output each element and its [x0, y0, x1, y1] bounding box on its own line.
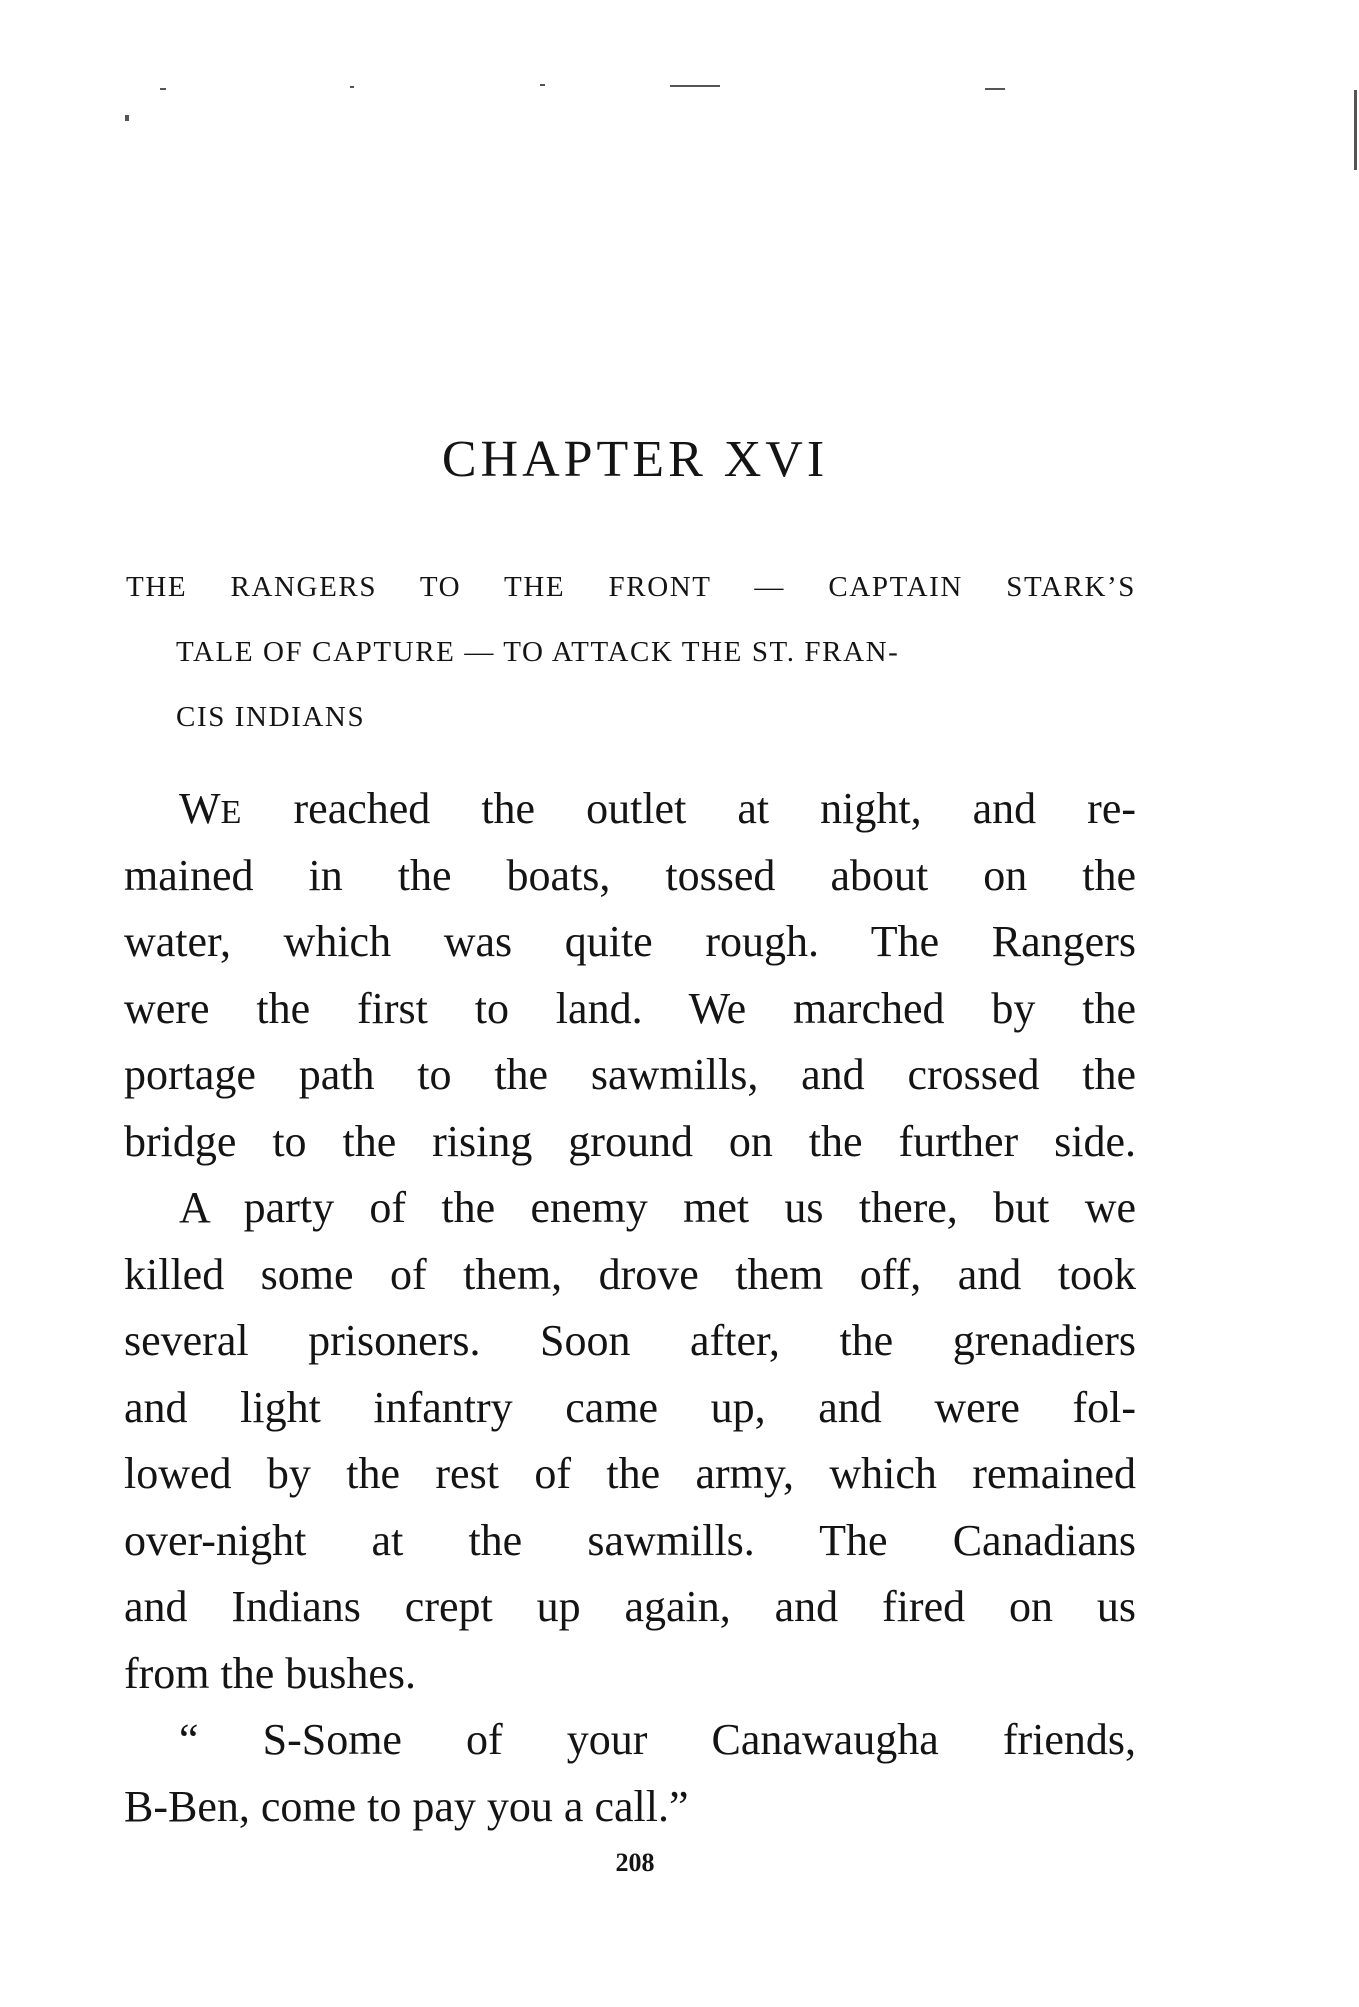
text-line: were the first to land. We marched by the: [124, 983, 1136, 1033]
text-line: several prisoners. Soon after, the grenadiers: [124, 1316, 1136, 1365]
text-line: and Indians crept up again, and fired on us: [124, 1582, 1136, 1631]
chapter-title: CHAPTER XVI: [441, 431, 829, 488]
text-line: killed some of them, drove them off, and took: [124, 1249, 1136, 1299]
text-line: “ S-Some of your Canawaugha friends,: [179, 1715, 1136, 1764]
text-line: mained in the boats, tossed about on the: [124, 850, 1136, 900]
chapter-body: [124, 776, 1136, 1840]
text-line: WE reached the outlet at night, and re-: [179, 784, 1136, 833]
summary-line: THE RANGERS TO THE FRONT — CAPTAIN STARK’S: [126, 571, 1136, 603]
text-line: A party of the enemy met us there, but we: [179, 1183, 1136, 1232]
text-line: lowed by the rest of the army, which remained: [124, 1449, 1136, 1498]
text-line: over-night at the sawmills. The Canadians: [124, 1515, 1136, 1565]
summary-line: CIS INDIANS: [176, 701, 366, 733]
text-line: and light infantry came up, and were fol-: [124, 1382, 1136, 1432]
chapter-summary: [126, 555, 1136, 750]
text-line: portage path to the sawmills, and crossed the: [124, 1050, 1136, 1099]
page-number: 208: [615, 1848, 655, 1877]
opening-word: WE: [179, 784, 243, 833]
summary-line: TALE OF CAPTURE — TO ATTACK THE ST. FRAN-: [176, 636, 900, 668]
text-line: bridge to the rising ground on the further side.: [124, 1116, 1136, 1166]
text-line: water, which was quite rough. The Rangers: [124, 917, 1136, 966]
text-line: B-Ben, come to pay you a call.”: [124, 1781, 689, 1831]
text-line: from the bushes.: [124, 1648, 417, 1698]
